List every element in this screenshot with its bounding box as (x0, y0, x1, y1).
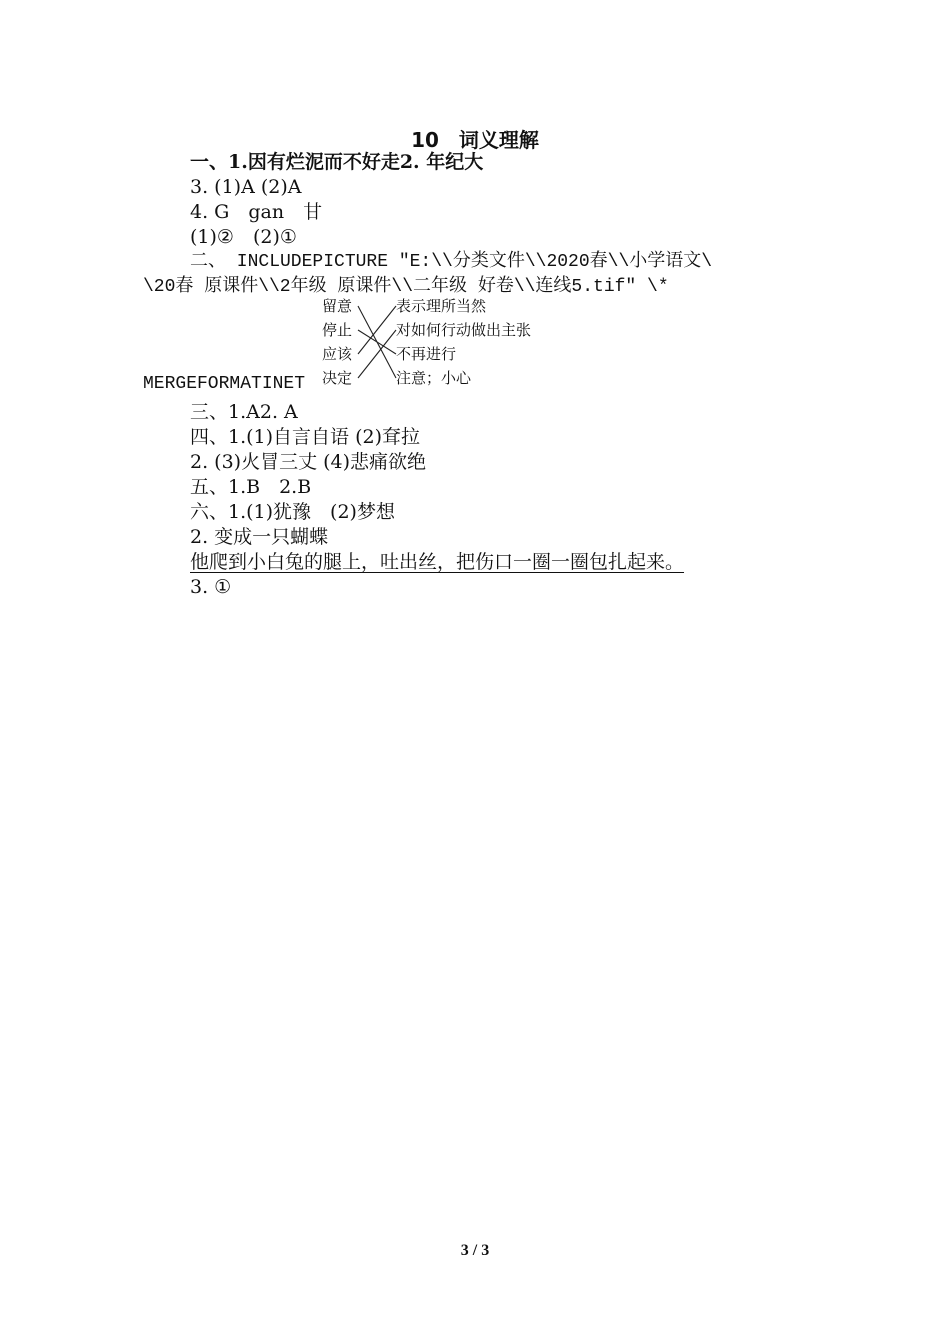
match-right-item: 不再进行 (396, 345, 457, 363)
answer-6-2-sentence: 他爬到小白兔的腿上，吐出丝，把伤口一圈一圈包扎起来。 (190, 551, 685, 573)
answer-4-2: 2. (3)火冒三丈 (4)悲痛欲绝 (190, 451, 427, 473)
answer-section-3: 三、1.A2. A (190, 401, 298, 423)
matching-diagram (318, 296, 578, 392)
match-right-item: 对如何行动做出主张 (396, 321, 532, 339)
answer-1-3: 3. (1)A (2)A (190, 176, 302, 198)
match-connector-line (358, 330, 396, 354)
match-connector-line (358, 330, 396, 378)
answer-section-5: 五、1.B 2.B (190, 476, 312, 498)
field-code-line-3: MERGEFORMATINET (143, 374, 306, 394)
match-left-item: 留意 (322, 297, 353, 315)
answer-1-4-sub: (1)② (2)① (190, 226, 297, 248)
answer-section-6: 六、1.(1)犹豫 (2)梦想 (190, 501, 395, 523)
answer-section-4: 四、1.(1)自言自语 (2)耷拉 (190, 426, 420, 448)
answer-6-3: 3. ① (190, 576, 232, 598)
answer-1-4: 4. G gan 甘 (190, 201, 323, 223)
match-right-item: 表示理所当然 (396, 297, 487, 315)
answer-section-1: 一、1.因有烂泥而不好走2. 年纪大 (190, 151, 484, 173)
match-connector-line (358, 306, 396, 354)
match-right-item: 注意；小心 (396, 369, 472, 387)
match-left-item: 决定 (322, 369, 353, 387)
page-number: 3 / 3 (460, 1242, 490, 1259)
answer-6-2: 2. 变成一只蝴蝶 (190, 526, 329, 548)
match-left-item: 停止 (322, 321, 353, 339)
match-left-item: 应该 (322, 345, 353, 363)
field-code-line-2: \20春 原课件\\2年级 原课件\\二年级 好卷\\连线5.tif" \* (143, 277, 669, 297)
field-code-line-1: 二、 INCLUDEPICTURE "E:\\分类文件\\2020春\\小学语文\ (190, 252, 713, 272)
page-title: 10 词义理解 (411, 128, 539, 152)
